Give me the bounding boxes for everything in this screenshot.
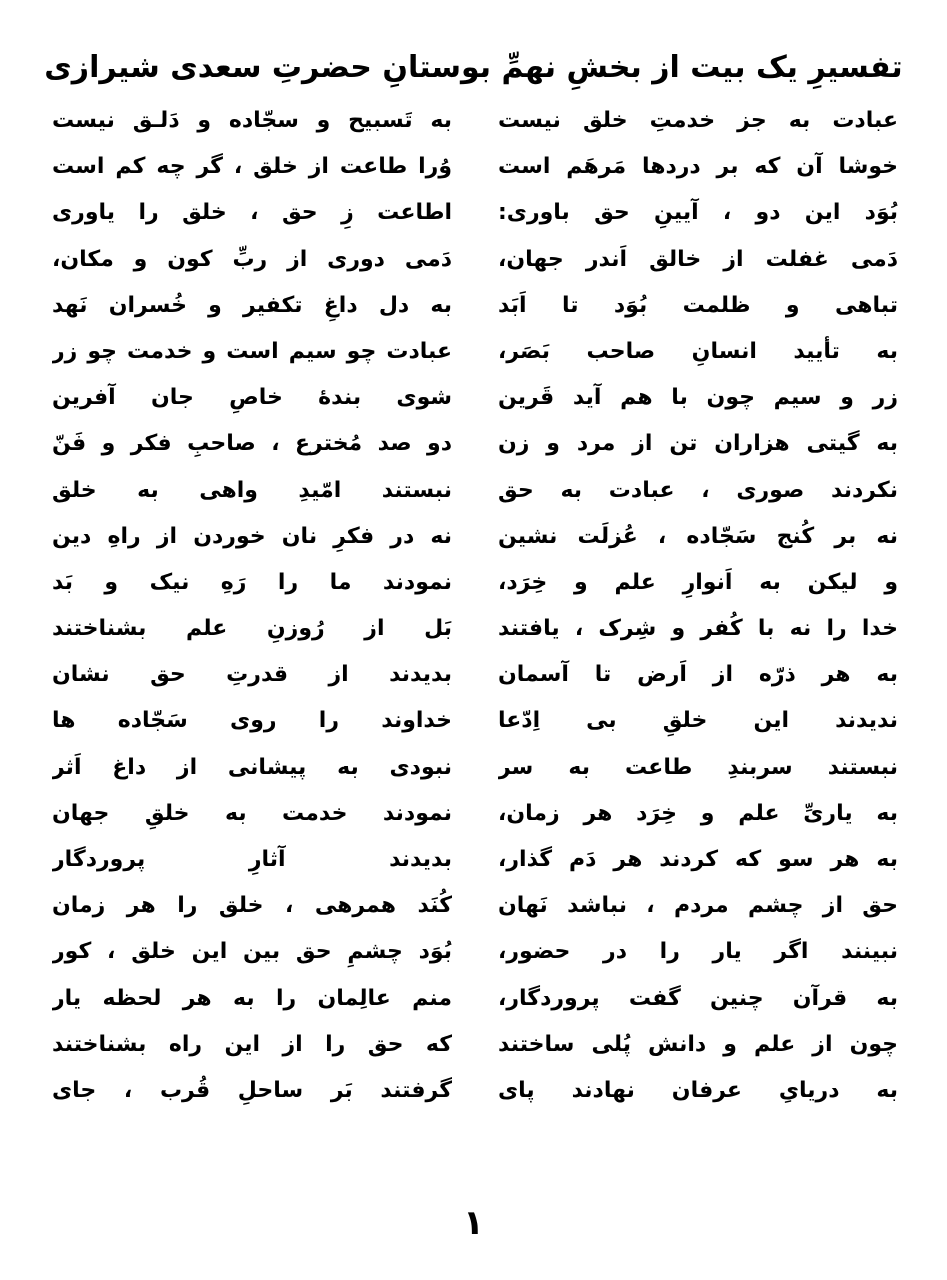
verse-left-16: نمودند خدمت به خلقِ جهان [52, 800, 452, 826]
page-title: تفسیرِ یک بیت از بخشِ نهمِّ بوستانِ حضرتِ سعدی شیرازی [44, 50, 903, 85]
verse-left-8: دو صد مُخترع ، صاحبِ فکر و فَنّ [52, 431, 452, 457]
poem-right-column [498, 98, 898, 1114]
verse-left-11: نمودند ما را رَهِ نیک و بَد [52, 569, 452, 595]
verse-left-10: نه در فکرِ نان خوردن از راهِ دین [52, 523, 452, 549]
verse-left-5: به دل داغِ تکفیر و خُسران نَهد [52, 292, 452, 318]
poem-left-column [52, 98, 452, 1114]
verse-left-4: دَمی دوری از ربِّ کون و مکان، [52, 246, 452, 272]
verse-right-10: نه بر کُنج سَجّاده ، عُزلَت نشین [498, 523, 898, 549]
verse-right-11: و لیکن به اَنوارِ علم و خِرَد، [498, 569, 898, 595]
verse-right-17: به هر سو که کردند هر دَم گذار، [498, 847, 898, 872]
verse-left-20: منم عالِمان را به هر لحظه یار [52, 985, 452, 1011]
page-number: ۱ [463, 1203, 484, 1243]
verse-right-16: به یاریِّ علم و خِرَد هر زمان، [498, 800, 898, 826]
verse-right-1: عبادت به جز خدمتِ خلق نیست [498, 108, 898, 133]
verse-left-18: کُنَد همرهی ، خلق را هر زمان [52, 893, 452, 919]
verse-right-7: زر و سیم چون با هم آید قَرین [498, 385, 898, 411]
verse-right-21: چون از علم و دانش پُلی ساختند [498, 1031, 898, 1057]
verse-right-14: ندیدند این خلقِ بی اِدّعا [498, 708, 898, 734]
verse-left-7: شوی بندهٔ خاصِ جان آفرین [52, 385, 452, 411]
verse-right-18: حق از چشم مردم ، نباشد نَهان [498, 893, 898, 919]
verse-right-20: به قرآن چنین گفت پروردگار، [498, 985, 898, 1011]
verse-left-12: بَل از رُوزنِ علم بشناختند [52, 616, 452, 642]
verse-left-3: اطاعت زِ حق ، خلق را یاوری [52, 200, 452, 226]
verse-left-17: بدیدند آثارِ پروردگار [52, 847, 452, 872]
verse-right-13: به هر ذرّه از اَرض تا آسمان [498, 662, 898, 688]
verse-left-15: نبودی به پیشانی از داغ اَثر [52, 754, 452, 780]
verse-left-9: نبستند امّیدِ واهی به خلق [52, 477, 452, 503]
verse-right-12: خدا را نه با کُفر و شِرک ، یافتند [498, 616, 898, 642]
verse-left-2: وُرا طاعت از خلق ، گر چه کم است [52, 154, 452, 180]
verse-right-4: دَمی غفلت از خالق اَندر جهان، [498, 246, 898, 272]
verse-left-22: گرفتند بَر ساحلِ قُرب ، جای [52, 1077, 452, 1103]
verse-left-1: به تَسبیح و سجّاده و دَلـق نیست [52, 108, 452, 133]
verse-right-3: بُوَد این دو ، آیینِ حق باوری: [498, 200, 898, 226]
verse-left-14: خداوند را روی سَجّاده ها [52, 708, 452, 734]
verse-left-13: بدیدند از قدرتِ حق نشان [52, 662, 452, 688]
verse-left-21: که حق را از این راه بشناختند [52, 1031, 452, 1057]
verse-right-22: به دریایِ عرفان نهادند پای [498, 1077, 898, 1103]
verse-left-6: عبادت چو سیم است و خدمت چو زر [52, 338, 452, 364]
verse-right-19: نبینند اگر یار را در حضور، [498, 939, 898, 965]
verse-right-5: تباهی و ظلمت بُوَد تا اَبَد [498, 292, 898, 318]
verse-right-8: به گیتی هزاران تن از مرد و زن [498, 431, 898, 457]
verse-right-2: خوشا آن که بر دردها مَرهَم است [498, 154, 898, 180]
verse-right-15: نبستند سربندِ طاعت به سر [498, 754, 898, 780]
verse-right-9: نکردند صوری ، عبادت به حق [498, 477, 898, 503]
verse-right-6: به تأیید انسانِ صاحب بَصَر، [498, 338, 898, 364]
verse-left-19: بُوَد چشمِ حق بین این خلق ، کور [52, 939, 452, 965]
